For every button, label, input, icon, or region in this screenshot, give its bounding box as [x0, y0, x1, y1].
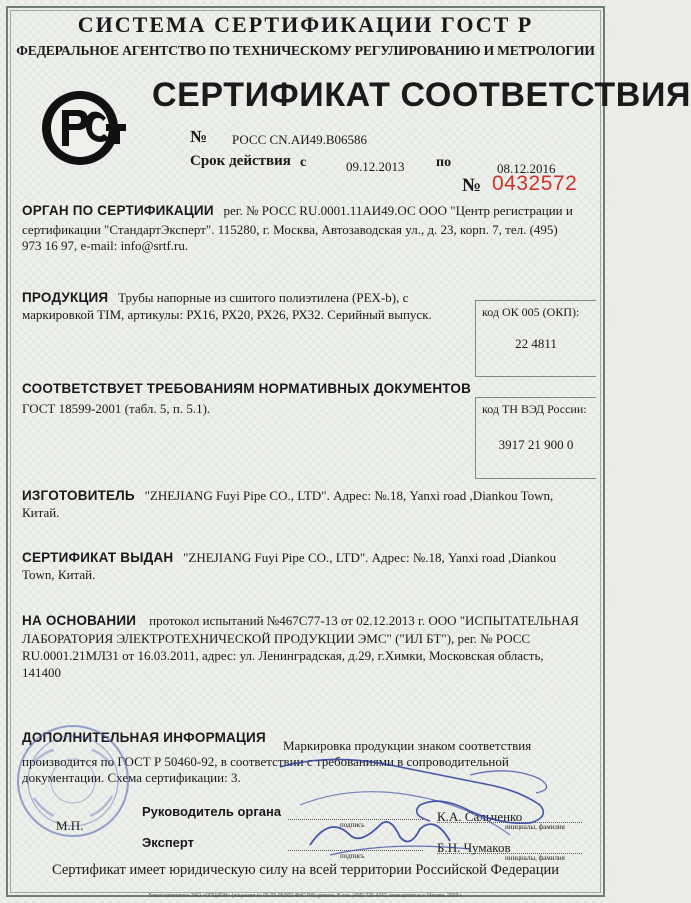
serial-number: 0432572: [492, 172, 578, 195]
gost-r-logo: [40, 88, 130, 168]
organ-section: [22, 203, 592, 219]
date-from: 09.12.2013: [346, 159, 405, 174]
product-label: ПРОДУКЦИЯ: [22, 290, 109, 305]
conformity-text: ГОСТ 18599-2001 (табл. 5, п. 5.1).: [22, 401, 211, 416]
basis-label: НА ОСНОВАНИИ: [22, 613, 137, 628]
expert-name: Б.Н. Чумаков: [437, 840, 511, 855]
head-name-caption: инициалы, фамилия: [505, 823, 565, 831]
date-to: 08.12.2016: [497, 161, 556, 176]
basis-text-1: протокол испытаний №467С77-13 от 02.12.2013 г. ООО "ИСПЫТАТЕЛЬНАЯ: [149, 613, 579, 628]
okp-code-value: 22 4811: [515, 336, 557, 351]
head-label: Руководитель органа: [142, 804, 282, 819]
seal-label: М.П.: [56, 818, 84, 833]
organ-label: ОРГАН ПО СЕРТИФИКАЦИИ: [22, 203, 214, 218]
issued-section: [22, 550, 602, 566]
conformity-label: СООТВЕТСТВУЕТ ТРЕБОВАНИЯМ НОРМАТИВНЫХ ДОКУМЕНТОВ: [22, 381, 472, 396]
printer-imprint: Бланк изготовлен ЗАО «ОПЦИОН» (лицензия № 05-05-09/003 ФНС РФ) уровень В тел. (495) 726-4742, www.opcion.ru г. Москва, 2009 г.: [148, 893, 463, 899]
product-text-2: маркировкой TIM, артикулы: РХ16, РХ20, РХ26, РХ32. Серийный выпуск.: [22, 307, 432, 322]
manufacturer-text-1: "ZHEJIANG Fuyi Pipe CO., LTD". Адрес: №.18, Yanxi road ,Diankou Town,: [144, 488, 554, 503]
issued-label: СЕРТИФИКАТ ВЫДАН: [22, 550, 174, 565]
organ-text-2: сертификации "СтандартЭксперт". 115280, г. Москва, Автозаводская ул., д. 23, корп. 7, тел. (495): [22, 222, 558, 237]
manufacturer-section: [22, 488, 602, 504]
issued-text-1: "ZHEJIANG Fuyi Pipe CO., LTD". Адрес: №.18, Yanxi road ,Diankou: [183, 550, 557, 565]
basis-text-4: 141400: [22, 665, 61, 680]
head-sign-caption: подпись: [340, 821, 365, 829]
footer-text: Сертификат имеет юридическую силу на всей территории Российской Федерации: [52, 862, 559, 878]
tnved-code-box: [475, 397, 596, 479]
issued-text-2: Town, Китай.: [22, 567, 96, 582]
expert-name-caption: инициалы, фамилия: [505, 854, 565, 862]
organ-text-3: 973 16 97, e-mail: info@srtf.ru.: [22, 238, 189, 253]
serial-sign: №: [462, 175, 482, 196]
okp-code-box: [475, 300, 596, 377]
validity-label: Срок действия: [190, 153, 291, 169]
manufacturer-text-2: Китай.: [22, 505, 60, 520]
additional-text-2: производится по ГОСТ Р 50460-92, в соответствии с требованиями в сопроводительной: [22, 754, 509, 769]
certificate-title: СЕРТИФИКАТ СООТВЕТСТВИЯ: [152, 76, 691, 114]
tnved-code-value: 3917 21 900 0: [498, 437, 574, 452]
head-name: К.А. Сальченко: [437, 809, 523, 824]
additional-label: ДОПОЛНИТЕЛЬНАЯ ИНФОРМАЦИЯ: [22, 730, 266, 745]
number-sign: №: [190, 127, 208, 146]
ink-signature: [270, 745, 570, 865]
expert-sign-caption: подпись: [340, 852, 365, 860]
additional-text-3: документации. Схема сертификации: 3.: [22, 770, 241, 785]
product-text-1: Трубы напорные из сшитого полиэтилена (PEX-b), с: [118, 290, 409, 305]
additional-text-1: Маркировка продукции знаком соответствия: [283, 738, 532, 753]
agency-title: ФЕДЕРАЛЬНОЕ АГЕНТСТВО ПО ТЕХНИЧЕСКОМУ РЕГУЛИРОВАНИЮ И МЕТРОЛОГИИ: [16, 43, 595, 58]
okp-code-label: код ОК 005 (ОКП):: [482, 305, 580, 319]
manufacturer-label: ИЗГОТОВИТЕЛЬ: [22, 488, 135, 503]
expert-label: Эксперт: [142, 835, 195, 850]
product-section: [22, 290, 472, 306]
organ-text-1: рег. № РОСС RU.0001.11АИ49.ОС ООО "Центр регистрации и: [223, 203, 573, 218]
from-label: с: [300, 155, 307, 170]
basis-text-3: RU.0001.21МЛ31 от 16.03.2011, адрес: ул. Ленинградская, д.29, г.Химки, Московская область,: [22, 648, 544, 663]
tnved-code-label: код ТН ВЭД России:: [482, 402, 587, 416]
certificate-number: РОСС CN.АИ49.В06586: [232, 132, 368, 147]
basis-section: [22, 613, 607, 629]
system-title: СИСТЕМА СЕРТИФИКАЦИИ ГОСТ Р: [77, 12, 534, 37]
to-label: по: [436, 155, 452, 170]
basis-text-2: ЛАБОРАТОРИЯ ЭЛЕКТРОТЕХНИЧЕСКОЙ ПРОДУКЦИИ ЭМС" ("ИЛ БТ"), рег. № РОСС: [22, 631, 531, 646]
